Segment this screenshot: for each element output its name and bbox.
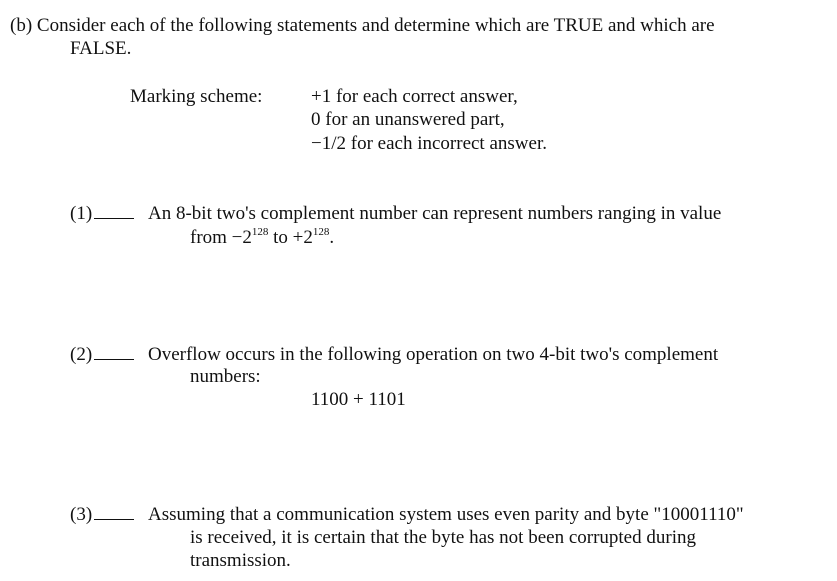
statement-3-answer-blank[interactable] [94,504,134,520]
statement-3-number [70,503,134,526]
question-line-2: FALSE. [70,38,132,59]
statement-1-range-mid: to +2 [268,227,313,248]
statement-2-line-1: Overflow occurs in the following operation on two 4-bit two's complement [148,344,719,365]
statement-3-line-1: Assuming that a communication system uses even parity and byte "10001110" [148,504,744,525]
statement-1-exponent-2: 128 [312,226,330,238]
statement-1-label: (1) [70,203,93,224]
marking-rule-incorrect: −1/2 for each incorrect answer. [311,133,547,154]
marking-scheme-label: Marking scheme: [130,86,263,107]
statement-1-range-prefix: from −2 [190,227,252,248]
marking-rule-correct: +1 for each correct answer, [311,86,518,107]
statement-3-label: (3) [70,504,93,525]
statement-1-line-2 [190,226,334,249]
statement-2-line-2: numbers: [190,366,261,387]
marking-rule-unanswered: 0 for an unanswered part, [311,109,505,130]
statement-3-line-2: is received, it is certain that the byte has not been corrupted during [190,527,696,548]
statement-2-label: (2) [70,344,93,365]
statement-1-exponent-1: 128 [251,226,269,238]
statement-2-number [70,343,134,366]
statement-1-number [70,202,134,225]
statement-2-expression: 1100 + 1101 [311,389,406,410]
question-line-1: (b) Consider each of the following statements and determine which are TRUE and which are [10,15,715,36]
statement-1-range-end: . [329,227,335,248]
statement-1-line-1: An 8-bit two's complement number can represent numbers ranging in value [148,203,722,224]
statement-1-answer-blank[interactable] [94,203,134,219]
statement-2-answer-blank[interactable] [94,344,134,360]
statement-3-line-3: transmission. [190,550,291,571]
